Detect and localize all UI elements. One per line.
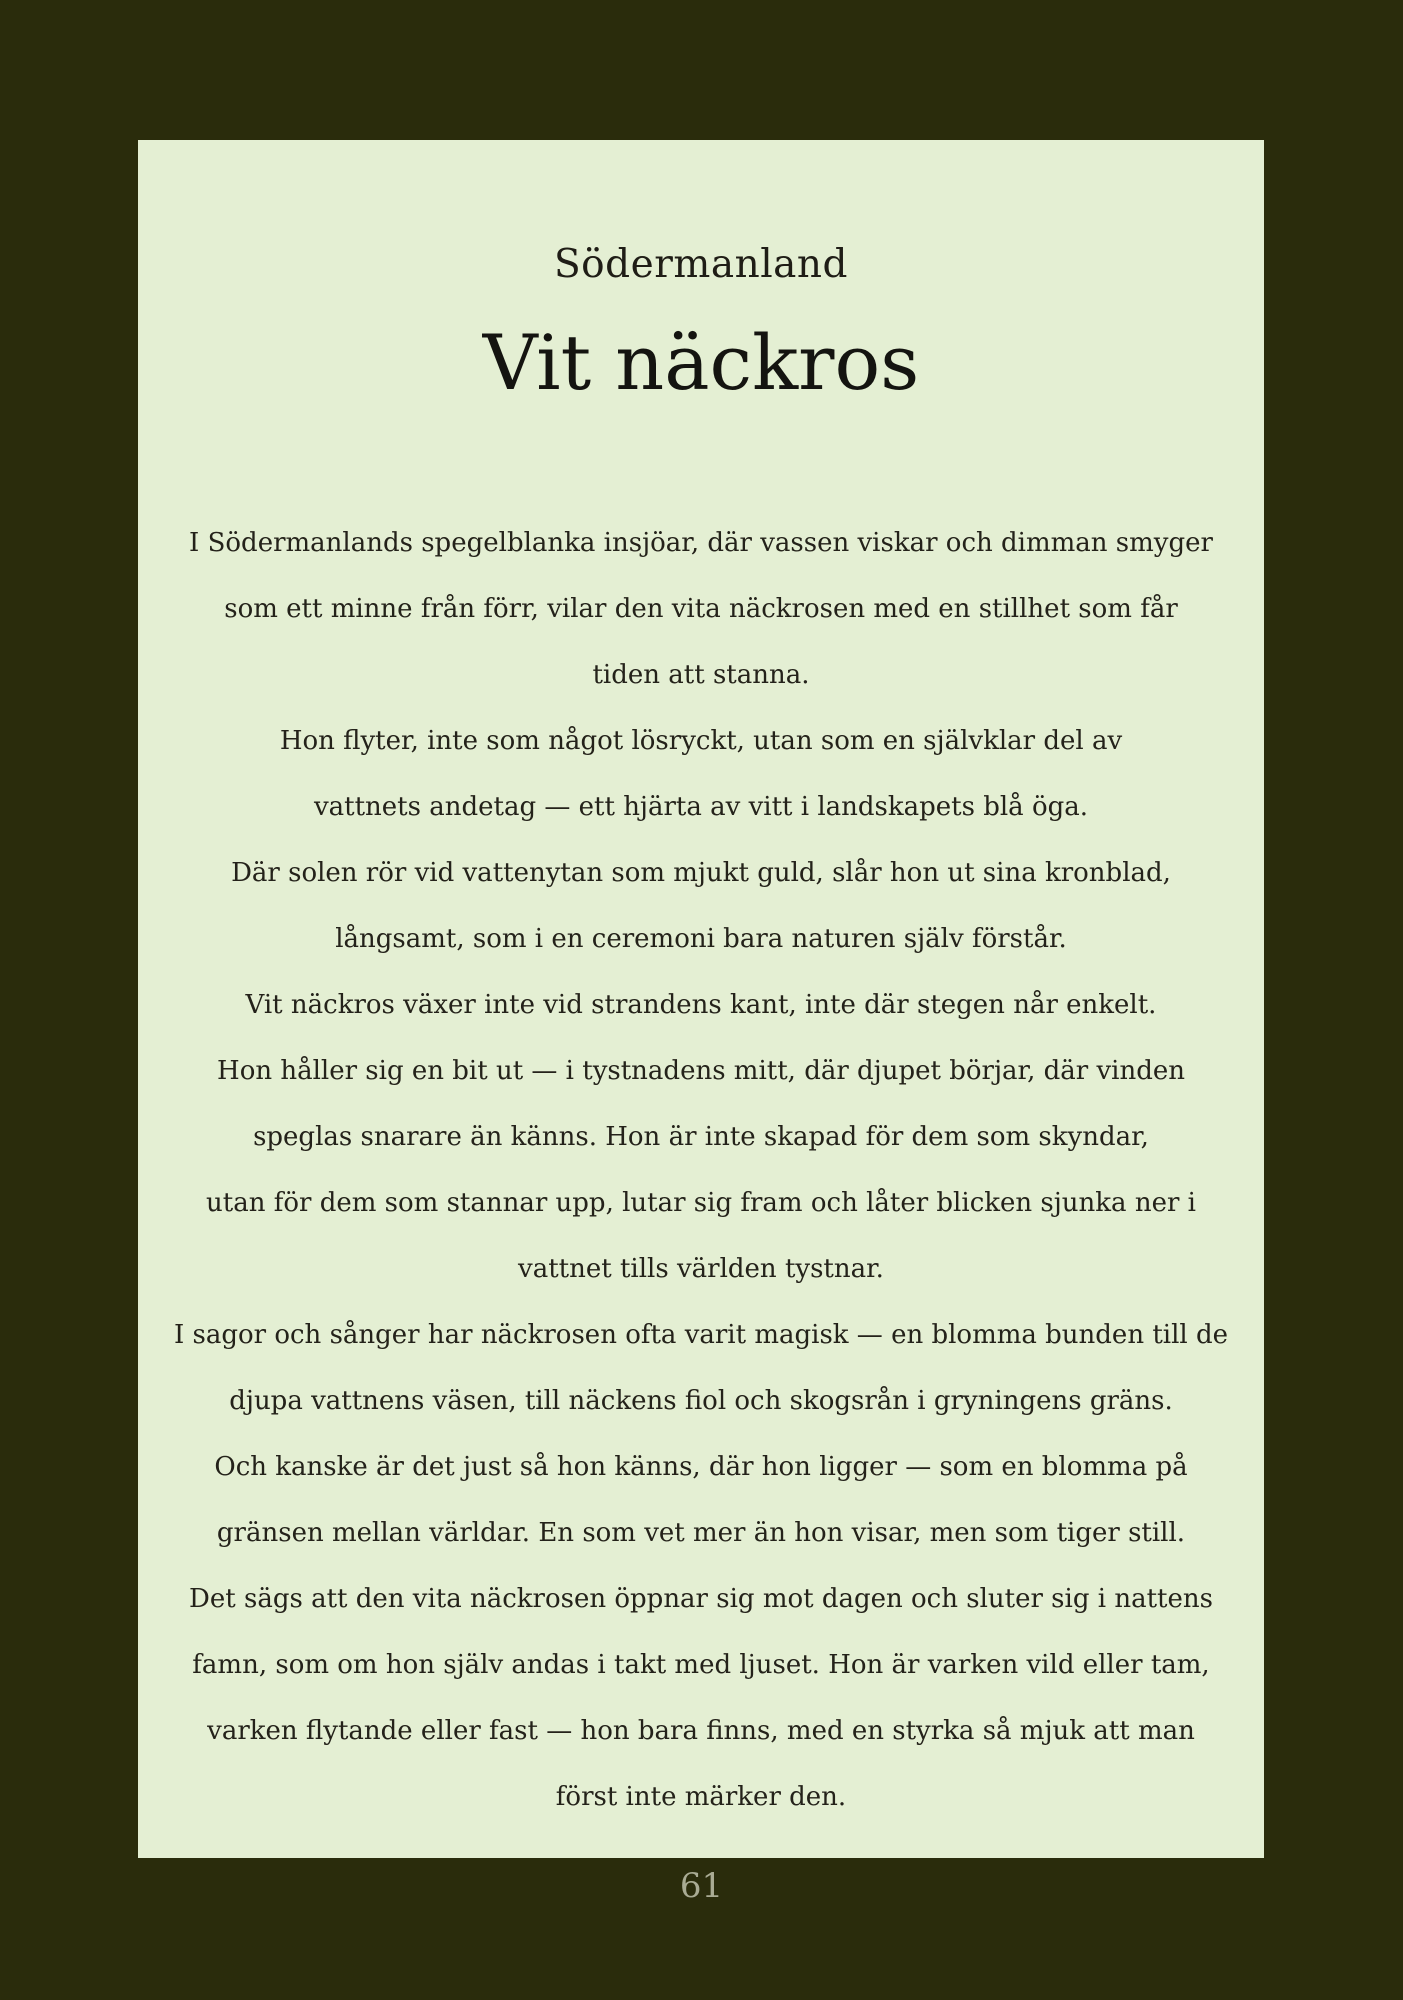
text-line: gränsen mellan världar. En som vet mer än hon visar, men som tiger still. bbox=[216, 1518, 1186, 1548]
text-line: Vit näckros växer inte vid strandens kant, inte där stegen når enkelt. bbox=[245, 990, 1157, 1020]
text-line: Det sägs att den vita näckrosen öppnar sig mot dagen och sluter sig i nattens bbox=[189, 1584, 1213, 1614]
text-line: utan för dem som stannar upp, lutar sig fram och låter blicken sjunka ner i bbox=[206, 1188, 1196, 1218]
text-line: vattnets andetag — ett hjärta av vitt i landskapets blå öga. bbox=[313, 792, 1089, 822]
text-line: Hon håller sig en bit ut — i tystnadens mitt, där djupet börjar, där vinden bbox=[217, 1056, 1185, 1086]
text-line: famn, som om hon själv andas i takt med ljuset. Hon är varken vild eller tam, bbox=[192, 1650, 1210, 1680]
content-panel bbox=[138, 140, 1264, 1858]
text-line: som ett minne från förr, vilar den vita näckrosen med en stillhet som får bbox=[224, 594, 1178, 624]
page-number: 61 bbox=[679, 1866, 724, 1906]
text-line: vattnet tills världen tystnar. bbox=[518, 1254, 884, 1284]
text-line: speglas snarare än känns. Hon är inte skapad för dem som skyndar, bbox=[253, 1122, 1149, 1152]
text-line: Där solen rör vid vattenytan som mjukt guld, slår hon ut sina kronblad, bbox=[231, 858, 1171, 888]
text-line: I Södermanlands spegelblanka insjöar, där vassen viskar och dimman smyger bbox=[189, 528, 1213, 558]
text-line: först inte märker den. bbox=[555, 1782, 847, 1812]
page-title: Vit näckros bbox=[482, 318, 920, 407]
text-line: långsamt, som i en ceremoni bara naturen själv förstår. bbox=[335, 924, 1067, 954]
body-text bbox=[138, 510, 1264, 1830]
text-line: tiden att stanna. bbox=[592, 660, 810, 690]
text-line: I sagor och sånger har näckrosen ofta varit magisk — en blomma bunden till de bbox=[173, 1320, 1229, 1350]
text-line: Och kanske är det just så hon känns, där hon ligger — som en blomma på bbox=[214, 1452, 1188, 1482]
text-line: varken flytande eller fast — hon bara finns, med en styrka så mjuk att man bbox=[207, 1716, 1195, 1746]
text-line: djupa vattnens väsen, till näckens fiol och skogsrån i gryningens gräns. bbox=[229, 1386, 1173, 1416]
region-heading: Södermanland bbox=[553, 242, 849, 287]
text-line: Hon flyter, inte som något lösryckt, utan som en självklar del av bbox=[279, 726, 1123, 756]
